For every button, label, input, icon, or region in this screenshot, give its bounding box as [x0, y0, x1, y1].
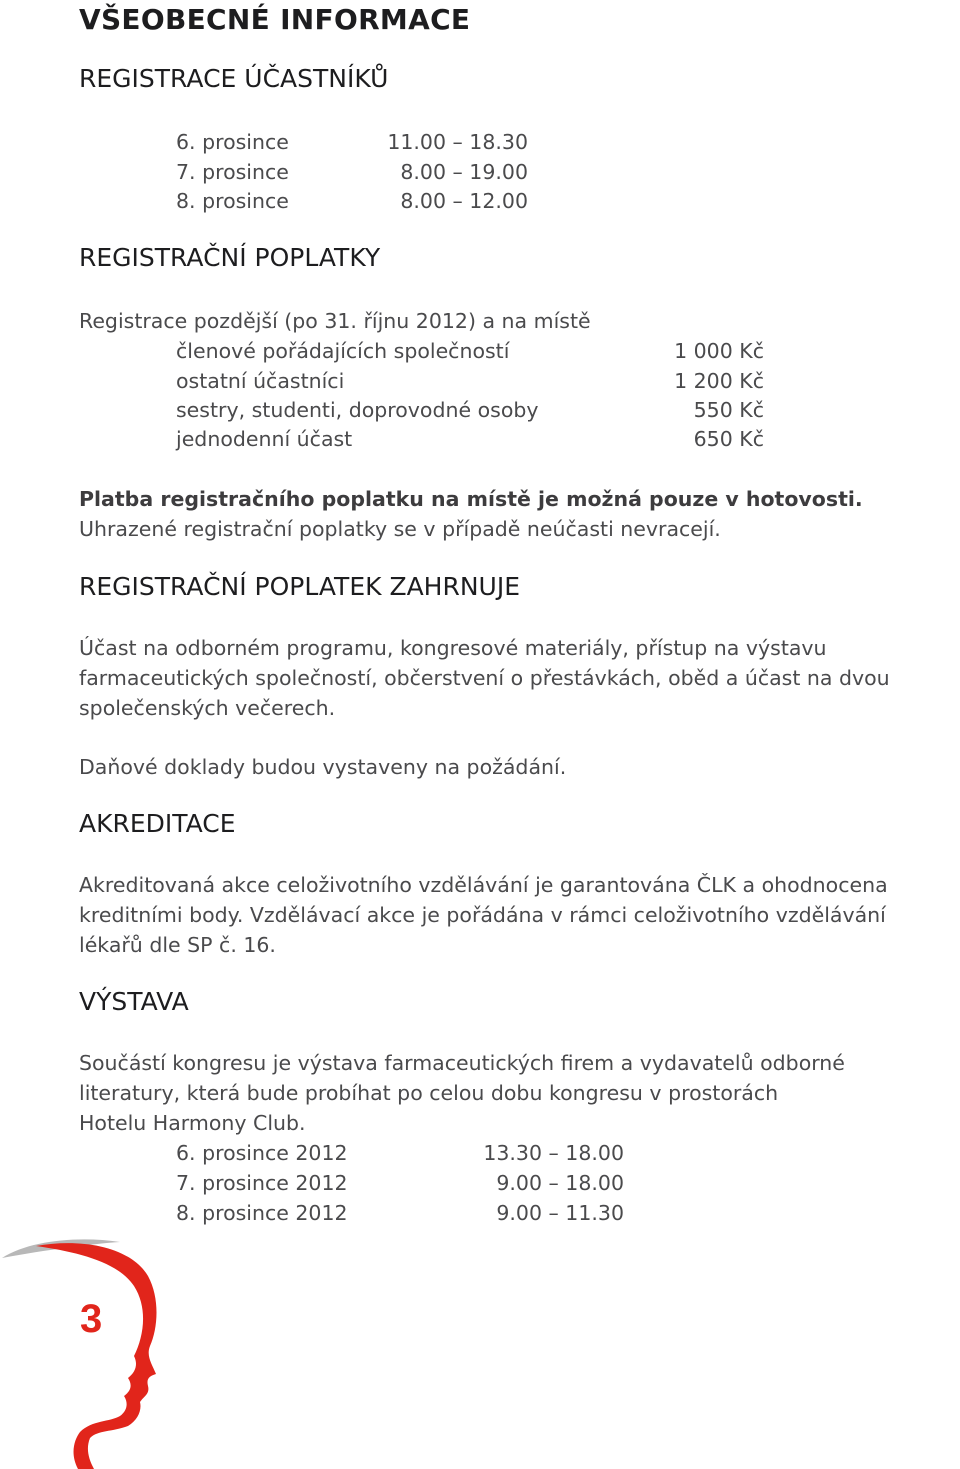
schedule-day: 6. prosince 2012	[176, 1141, 348, 1165]
fee-row	[176, 424, 764, 454]
fee-amount: 650 Kč	[693, 427, 764, 451]
page-title: VŠEOBECNÉ INFORMACE	[79, 3, 471, 36]
schedule-time: 11.00 – 18.30	[387, 130, 528, 154]
logo-numeral: 3	[80, 1297, 103, 1341]
fee-label: ostatní účastníci	[176, 369, 345, 393]
schedule-day: 7. prosince	[176, 160, 289, 184]
schedule-day: 6. prosince	[176, 130, 289, 154]
exhibition-paragraph	[79, 1048, 959, 1138]
schedule-row	[176, 1198, 626, 1228]
payment-note-bold: Platba registračního poplatku na místě je možná pouze v hotovosti.	[79, 487, 863, 511]
schedule-time: 9.00 – 18.00	[496, 1171, 624, 1195]
section-heading-zahrnuje: REGISTRAČNÍ POPLATEK ZAHRNUJE	[79, 572, 521, 601]
section-heading-akreditace: AKREDITACE	[79, 809, 236, 838]
schedule-time: 9.00 – 11.30	[496, 1201, 624, 1225]
congress-logo	[0, 1236, 165, 1469]
fees-intro: Registrace pozdější (po 31. říjnu 2012) a na místě	[79, 309, 591, 333]
schedule-row	[176, 1138, 626, 1168]
schedule-day: 8. prosince 2012	[176, 1201, 348, 1225]
section-heading-poplatky: REGISTRAČNÍ POPLATKY	[79, 243, 381, 272]
paragraph-line: Hotelu Harmony Club.	[79, 1111, 306, 1135]
schedule-day: 8. prosince	[176, 189, 289, 213]
fee-includes-paragraph	[79, 633, 959, 723]
schedule-row	[176, 1168, 626, 1198]
fee-label: jednodenní účast	[176, 427, 353, 451]
paragraph-line: kreditními body. Vzdělávací akce je pořádána v rámci celoživotního vzdělávání	[79, 903, 886, 927]
fee-amount: 1 200 Kč	[674, 369, 764, 393]
fee-row	[176, 366, 764, 396]
paragraph-line: Akreditovaná akce celoživotního vzdělávání je garantována ČLK a ohodnocena	[79, 873, 888, 897]
fee-amount: 550 Kč	[693, 398, 764, 422]
paragraph-line: Součástí kongresu je výstava farmaceutických firem a vydavatelů odborné	[79, 1051, 845, 1075]
accreditation-paragraph	[79, 870, 959, 960]
paragraph-line: Účast na odborném programu, kongresové materiály, přístup na výstavu	[79, 636, 827, 660]
schedule-time: 8.00 – 12.00	[400, 189, 528, 213]
schedule-row	[176, 186, 536, 216]
schedule-row	[176, 157, 536, 187]
fee-label: členové pořádajících společností	[176, 339, 510, 363]
payment-note: Uhrazené registrační poplatky se v případě neúčasti nevracejí.	[79, 517, 721, 541]
schedule-day: 7. prosince 2012	[176, 1171, 348, 1195]
tax-note: Daňové doklady budou vystaveny na požádání.	[79, 755, 567, 779]
schedule-time: 13.30 – 18.00	[483, 1141, 624, 1165]
schedule-time: 8.00 – 19.00	[400, 160, 528, 184]
fee-row	[176, 395, 764, 425]
paragraph-line: literatury, která bude probíhat po celou dobu kongresu v prostorách	[79, 1081, 779, 1105]
fee-label: sestry, studenti, doprovodné osoby	[176, 398, 539, 422]
schedule-row	[176, 127, 536, 157]
logo-red-profile	[36, 1243, 157, 1469]
section-heading-vystava: VÝSTAVA	[79, 987, 189, 1016]
paragraph-line: společenských večerech.	[79, 696, 336, 720]
fee-amount: 1 000 Kč	[674, 339, 764, 363]
paragraph-line: farmaceutických společností, občerstvení o přestávkách, oběd a účast na dvou	[79, 666, 890, 690]
fee-row	[176, 336, 764, 366]
section-heading-registrace: REGISTRACE ÚČASTNÍKŮ	[79, 64, 389, 93]
paragraph-line: lékařů dle SP č. 16.	[79, 933, 276, 957]
